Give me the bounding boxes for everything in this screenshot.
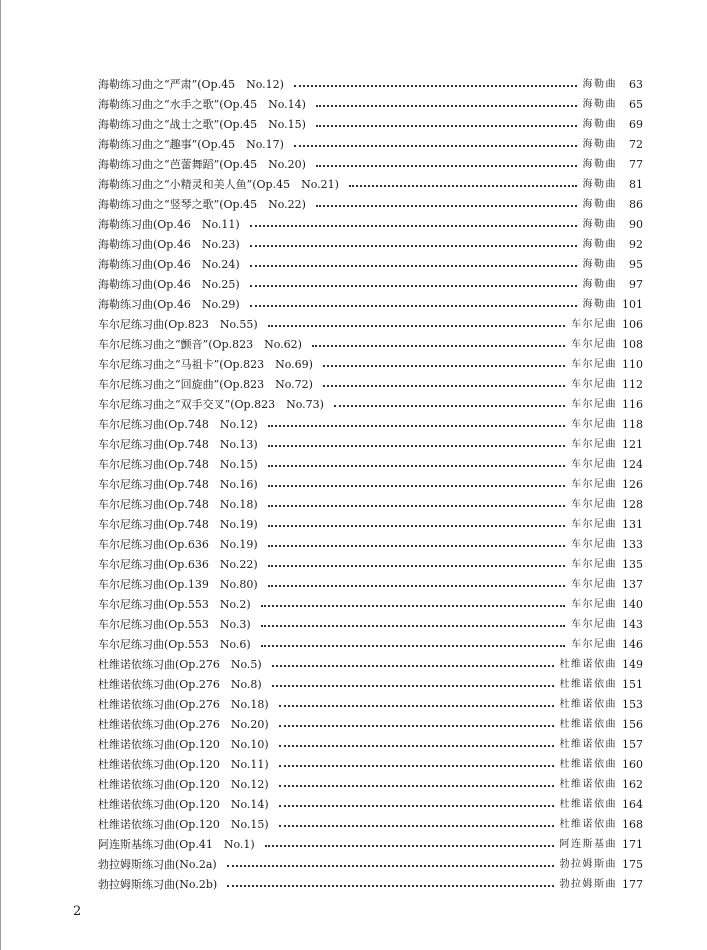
toc-entry-composer: 阿连斯基曲 bbox=[559, 839, 617, 850]
toc-entry bbox=[98, 515, 643, 535]
toc-entry-title: 杜维诺依练习曲(Op.120 No.11) bbox=[98, 758, 269, 771]
toc-entry bbox=[98, 115, 643, 135]
toc-entry bbox=[98, 695, 643, 715]
toc-dot-leader bbox=[268, 505, 565, 507]
toc-entry-page: 153 bbox=[622, 698, 643, 711]
toc-entry-page: 116 bbox=[622, 398, 643, 411]
toc-entry-title: 车尔尼练习曲(Op.636 No.22) bbox=[98, 558, 258, 571]
toc-entry bbox=[98, 215, 643, 235]
toc-dot-leader bbox=[294, 85, 577, 87]
toc-entry-page: 69 bbox=[629, 118, 643, 131]
toc-dot-leader bbox=[261, 605, 565, 607]
toc-entry-composer: 海勒曲 bbox=[582, 279, 617, 290]
toc-entry bbox=[98, 355, 643, 375]
toc-entry-page: 135 bbox=[622, 558, 643, 571]
toc-entry-title: 杜维诺依练习曲(Op.120 No.12) bbox=[98, 778, 269, 791]
toc-entry-title: 海勒练习曲之“竖琴之歌”(Op.45 No.22) bbox=[98, 198, 306, 211]
toc-entry-title: 车尔尼练习曲(Op.553 No.2) bbox=[98, 598, 251, 611]
toc-entry-composer: 车尔尼曲 bbox=[571, 399, 617, 410]
toc-entry bbox=[98, 275, 643, 295]
toc-entry-title: 海勒练习曲之“战士之歌”(Op.45 No.15) bbox=[98, 118, 306, 131]
toc-entry-title: 车尔尼练习曲(Op.553 No.3) bbox=[98, 618, 251, 631]
toc-entry-page: 128 bbox=[622, 498, 643, 511]
toc-entry-title: 杜维诺依练习曲(Op.120 No.10) bbox=[98, 738, 269, 751]
toc-dot-leader bbox=[261, 645, 565, 647]
toc-entry bbox=[98, 715, 643, 735]
toc-entry-title: 海勒练习曲(Op.46 No.24) bbox=[98, 258, 240, 271]
toc-dot-leader bbox=[316, 205, 577, 207]
toc-entry-title: 车尔尼练习曲(Op.748 No.13) bbox=[98, 438, 258, 451]
toc-dot-leader bbox=[279, 785, 554, 787]
toc-entry-composer: 海勒曲 bbox=[582, 159, 617, 170]
toc-entry-title: 海勒练习曲之“趣事”(Op.45 No.17) bbox=[98, 138, 284, 151]
toc-entry-page: 171 bbox=[622, 838, 643, 851]
toc-entry-title: 车尔尼练习曲之“双手交叉”(Op.823 No.73) bbox=[98, 398, 324, 411]
toc-entry-page: 137 bbox=[622, 578, 643, 591]
toc-entry-composer: 杜维诺依曲 bbox=[559, 819, 617, 830]
toc-entry-title: 车尔尼练习曲(Op.748 No.16) bbox=[98, 478, 258, 491]
toc-dot-leader bbox=[312, 345, 565, 347]
toc-dot-leader bbox=[279, 725, 554, 727]
toc-entry-composer: 杜维诺依曲 bbox=[559, 679, 617, 690]
toc-entry bbox=[98, 475, 643, 495]
toc-entry-composer: 杜维诺依曲 bbox=[559, 739, 617, 750]
toc-entry bbox=[98, 75, 643, 95]
toc-entry-page: 106 bbox=[622, 318, 643, 331]
toc-entry-page: 95 bbox=[629, 258, 643, 271]
toc-dot-leader bbox=[227, 865, 554, 867]
toc-entry-title: 海勒练习曲之“严肃”(Op.45 No.12) bbox=[98, 78, 284, 91]
toc-entry-page: 97 bbox=[629, 278, 643, 291]
toc-dot-leader bbox=[268, 465, 565, 467]
toc-dot-leader bbox=[250, 285, 577, 287]
toc-entry-title: 车尔尼练习曲之“回旋曲”(Op.823 No.72) bbox=[98, 378, 313, 391]
toc-entry-composer: 车尔尼曲 bbox=[571, 579, 617, 590]
toc-entry-title: 车尔尼练习曲之“颤音”(Op.823 No.62) bbox=[98, 338, 302, 351]
toc-entry-page: 131 bbox=[622, 518, 643, 531]
toc-entry bbox=[98, 395, 643, 415]
toc-entry bbox=[98, 755, 643, 775]
toc-entry-page: 124 bbox=[622, 458, 643, 471]
toc-entry-title: 车尔尼练习曲(Op.139 No.80) bbox=[98, 578, 258, 591]
toc-entry-title: 海勒练习曲之“水手之歌”(Op.45 No.14) bbox=[98, 98, 306, 111]
toc-entry-page: 72 bbox=[629, 138, 643, 151]
toc-entry-composer: 杜维诺依曲 bbox=[559, 779, 617, 790]
toc-entry-page: 146 bbox=[622, 638, 643, 651]
toc-entry bbox=[98, 155, 643, 175]
toc-entry-composer: 海勒曲 bbox=[582, 219, 617, 230]
toc-entry-page: 81 bbox=[629, 178, 643, 191]
toc-dot-leader bbox=[279, 805, 554, 807]
toc-entry bbox=[98, 455, 643, 475]
toc-entry bbox=[98, 575, 643, 595]
toc-entry bbox=[98, 175, 643, 195]
toc-entry-title: 海勒练习曲之“芭蕾舞蹈”(Op.45 No.20) bbox=[98, 158, 306, 171]
toc-entry bbox=[98, 255, 643, 275]
toc-dot-leader bbox=[349, 185, 577, 187]
toc-entry bbox=[98, 235, 643, 255]
toc-entry-composer: 海勒曲 bbox=[582, 79, 617, 90]
toc-entry bbox=[98, 615, 643, 635]
toc-dot-leader bbox=[250, 225, 577, 227]
toc-entry-title: 车尔尼练习曲(Op.748 No.15) bbox=[98, 458, 258, 471]
toc-entry-page: 63 bbox=[629, 78, 643, 91]
toc-dot-leader bbox=[323, 385, 565, 387]
toc-dot-leader bbox=[250, 245, 577, 247]
toc-entry-composer: 车尔尼曲 bbox=[571, 519, 617, 530]
toc-dot-leader bbox=[268, 525, 565, 527]
toc-dot-leader bbox=[265, 845, 554, 847]
toc-entry-page: 156 bbox=[622, 718, 643, 731]
toc-entry-page: 65 bbox=[629, 98, 643, 111]
toc-entry-composer: 海勒曲 bbox=[582, 199, 617, 210]
toc-entry bbox=[98, 775, 643, 795]
toc-entry bbox=[98, 535, 643, 555]
toc-entry-title: 车尔尼练习曲(Op.636 No.19) bbox=[98, 538, 258, 551]
toc-entry-page: 149 bbox=[622, 658, 643, 671]
toc-entry bbox=[98, 135, 643, 155]
toc-entry-title: 勃拉姆斯练习曲(No.2b) bbox=[98, 878, 218, 891]
toc-entry bbox=[98, 875, 643, 895]
toc-entry-page: 160 bbox=[622, 758, 643, 771]
toc-entry-composer: 车尔尼曲 bbox=[571, 319, 617, 330]
toc-dot-leader bbox=[268, 325, 565, 327]
table-of-contents bbox=[98, 75, 643, 895]
toc-entry-composer: 海勒曲 bbox=[582, 259, 617, 270]
toc-entry-title: 车尔尼练习曲(Op.748 No.12) bbox=[98, 418, 258, 431]
toc-entry bbox=[98, 555, 643, 575]
toc-entry-composer: 车尔尼曲 bbox=[571, 439, 617, 450]
toc-entry-title: 杜维诺依练习曲(Op.276 No.20) bbox=[98, 718, 269, 731]
toc-entry bbox=[98, 95, 643, 115]
toc-entry-composer: 车尔尼曲 bbox=[571, 599, 617, 610]
toc-entry-composer: 杜维诺依曲 bbox=[559, 699, 617, 710]
toc-dot-leader bbox=[268, 565, 565, 567]
toc-entry-composer: 车尔尼曲 bbox=[571, 339, 617, 350]
toc-entry-composer: 车尔尼曲 bbox=[571, 379, 617, 390]
toc-entry-page: 77 bbox=[629, 158, 643, 171]
toc-entry-composer: 车尔尼曲 bbox=[571, 459, 617, 470]
toc-entry-page: 92 bbox=[629, 238, 643, 251]
toc-entry bbox=[98, 295, 643, 315]
toc-entry-title: 海勒练习曲(Op.46 No.11) bbox=[98, 218, 240, 231]
toc-entry-page: 90 bbox=[629, 218, 643, 231]
toc-entry-composer: 车尔尼曲 bbox=[571, 359, 617, 370]
toc-entry-page: 121 bbox=[622, 438, 643, 451]
toc-entry-title: 车尔尼练习曲(Op.748 No.19) bbox=[98, 518, 258, 531]
toc-dot-leader bbox=[323, 365, 565, 367]
toc-entry-composer: 车尔尼曲 bbox=[571, 559, 617, 570]
toc-dot-leader bbox=[279, 705, 554, 707]
toc-entry-composer: 杜维诺依曲 bbox=[559, 719, 617, 730]
toc-entry-composer: 海勒曲 bbox=[582, 119, 617, 130]
toc-entry bbox=[98, 835, 643, 855]
toc-entry bbox=[98, 315, 643, 335]
toc-entry-page: 86 bbox=[629, 198, 643, 211]
toc-entry-page: 143 bbox=[622, 618, 643, 631]
toc-entry bbox=[98, 635, 643, 655]
toc-dot-leader bbox=[272, 685, 554, 687]
toc-dot-leader bbox=[250, 265, 577, 267]
toc-entry bbox=[98, 675, 643, 695]
toc-entry-page: 118 bbox=[622, 418, 643, 431]
toc-entry-composer: 杜维诺依曲 bbox=[559, 659, 617, 670]
toc-entry bbox=[98, 795, 643, 815]
toc-dot-leader bbox=[268, 485, 565, 487]
toc-dot-leader bbox=[279, 745, 554, 747]
toc-dot-leader bbox=[272, 665, 554, 667]
toc-entry-title: 杜维诺依练习曲(Op.120 No.15) bbox=[98, 818, 269, 831]
toc-entry-title: 海勒练习曲(Op.46 No.29) bbox=[98, 298, 240, 311]
toc-entry-composer: 车尔尼曲 bbox=[571, 479, 617, 490]
toc-entry-page: 112 bbox=[622, 378, 643, 391]
toc-entry-page: 175 bbox=[622, 858, 643, 871]
toc-entry-title: 阿连斯基练习曲(Op.41 No.1) bbox=[98, 838, 255, 851]
toc-dot-leader bbox=[316, 105, 577, 107]
toc-entry-page: 110 bbox=[622, 358, 643, 371]
toc-entry-composer: 车尔尼曲 bbox=[571, 499, 617, 510]
toc-entry-title: 海勒练习曲之“小精灵和美人鱼”(Op.45 No.21) bbox=[98, 178, 339, 191]
toc-entry-title: 海勒练习曲(Op.46 No.23) bbox=[98, 238, 240, 251]
toc-entry-page: 151 bbox=[622, 678, 643, 691]
toc-dot-leader bbox=[316, 165, 577, 167]
toc-dot-leader bbox=[268, 425, 565, 427]
toc-entry bbox=[98, 815, 643, 835]
toc-entry bbox=[98, 655, 643, 675]
toc-entry-composer: 海勒曲 bbox=[582, 179, 617, 190]
toc-entry-page: 157 bbox=[622, 738, 643, 751]
toc-dot-leader bbox=[227, 885, 553, 887]
toc-entry-page: 108 bbox=[622, 338, 643, 351]
toc-entry-page: 164 bbox=[622, 798, 643, 811]
toc-entry bbox=[98, 735, 643, 755]
toc-entry-title: 杜维诺依练习曲(Op.276 No.18) bbox=[98, 698, 269, 711]
toc-dot-leader bbox=[268, 585, 565, 587]
toc-dot-leader bbox=[268, 445, 565, 447]
toc-entry bbox=[98, 335, 643, 355]
toc-dot-leader bbox=[279, 765, 554, 767]
toc-entry bbox=[98, 195, 643, 215]
toc-entry-composer: 杜维诺依曲 bbox=[559, 799, 617, 810]
toc-dot-leader bbox=[268, 545, 565, 547]
toc-entry-page: 126 bbox=[622, 478, 643, 491]
toc-entry-page: 133 bbox=[622, 538, 643, 551]
toc-entry-composer: 车尔尼曲 bbox=[571, 419, 617, 430]
toc-entry-composer: 海勒曲 bbox=[582, 239, 617, 250]
toc-entry-page: 168 bbox=[622, 818, 643, 831]
toc-entry-page: 177 bbox=[622, 878, 643, 891]
toc-dot-leader bbox=[334, 405, 565, 407]
toc-dot-leader bbox=[250, 305, 577, 307]
toc-entry-title: 车尔尼练习曲之“马祖卡”(Op.823 No.69) bbox=[98, 358, 313, 371]
toc-entry-composer: 杜维诺依曲 bbox=[559, 759, 617, 770]
toc-entry bbox=[98, 415, 643, 435]
toc-entry-title: 车尔尼练习曲(Op.823 No.55) bbox=[98, 318, 258, 331]
toc-entry-composer: 勃拉姆斯曲 bbox=[559, 859, 617, 870]
toc-entry-page: 140 bbox=[622, 598, 643, 611]
toc-entry-page: 162 bbox=[622, 778, 643, 791]
toc-entry bbox=[98, 855, 643, 875]
toc-entry-composer: 车尔尼曲 bbox=[571, 619, 617, 630]
toc-entry-composer: 海勒曲 bbox=[582, 99, 617, 110]
toc-entry-title: 杜维诺依练习曲(Op.276 No.8) bbox=[98, 678, 262, 691]
toc-entry-composer: 海勒曲 bbox=[582, 299, 617, 310]
toc-dot-leader bbox=[261, 625, 565, 627]
toc-entry-title: 杜维诺依练习曲(Op.120 No.14) bbox=[98, 798, 269, 811]
toc-entry-title: 车尔尼练习曲(Op.553 No.6) bbox=[98, 638, 251, 651]
toc-dot-leader bbox=[279, 825, 554, 827]
toc-entry-title: 海勒练习曲(Op.46 No.25) bbox=[98, 278, 240, 291]
toc-entry bbox=[98, 495, 643, 515]
toc-entry-title: 车尔尼练习曲(Op.748 No.18) bbox=[98, 498, 258, 511]
toc-dot-leader bbox=[294, 145, 577, 147]
toc-entry bbox=[98, 375, 643, 395]
toc-entry bbox=[98, 595, 643, 615]
toc-entry bbox=[98, 435, 643, 455]
toc-entry-page: 101 bbox=[622, 298, 643, 311]
toc-dot-leader bbox=[316, 125, 577, 127]
toc-entry-title: 杜维诺依练习曲(Op.276 No.5) bbox=[98, 658, 262, 671]
toc-entry-composer: 海勒曲 bbox=[582, 139, 617, 150]
page-left-border bbox=[0, 0, 1, 950]
toc-entry-title: 勃拉姆斯练习曲(No.2a) bbox=[98, 858, 217, 871]
page-number: 2 bbox=[73, 904, 82, 919]
toc-entry-composer: 车尔尼曲 bbox=[571, 539, 617, 550]
toc-entry-composer: 勃拉姆斯曲 bbox=[559, 879, 617, 890]
toc-entry-composer: 车尔尼曲 bbox=[571, 639, 617, 650]
